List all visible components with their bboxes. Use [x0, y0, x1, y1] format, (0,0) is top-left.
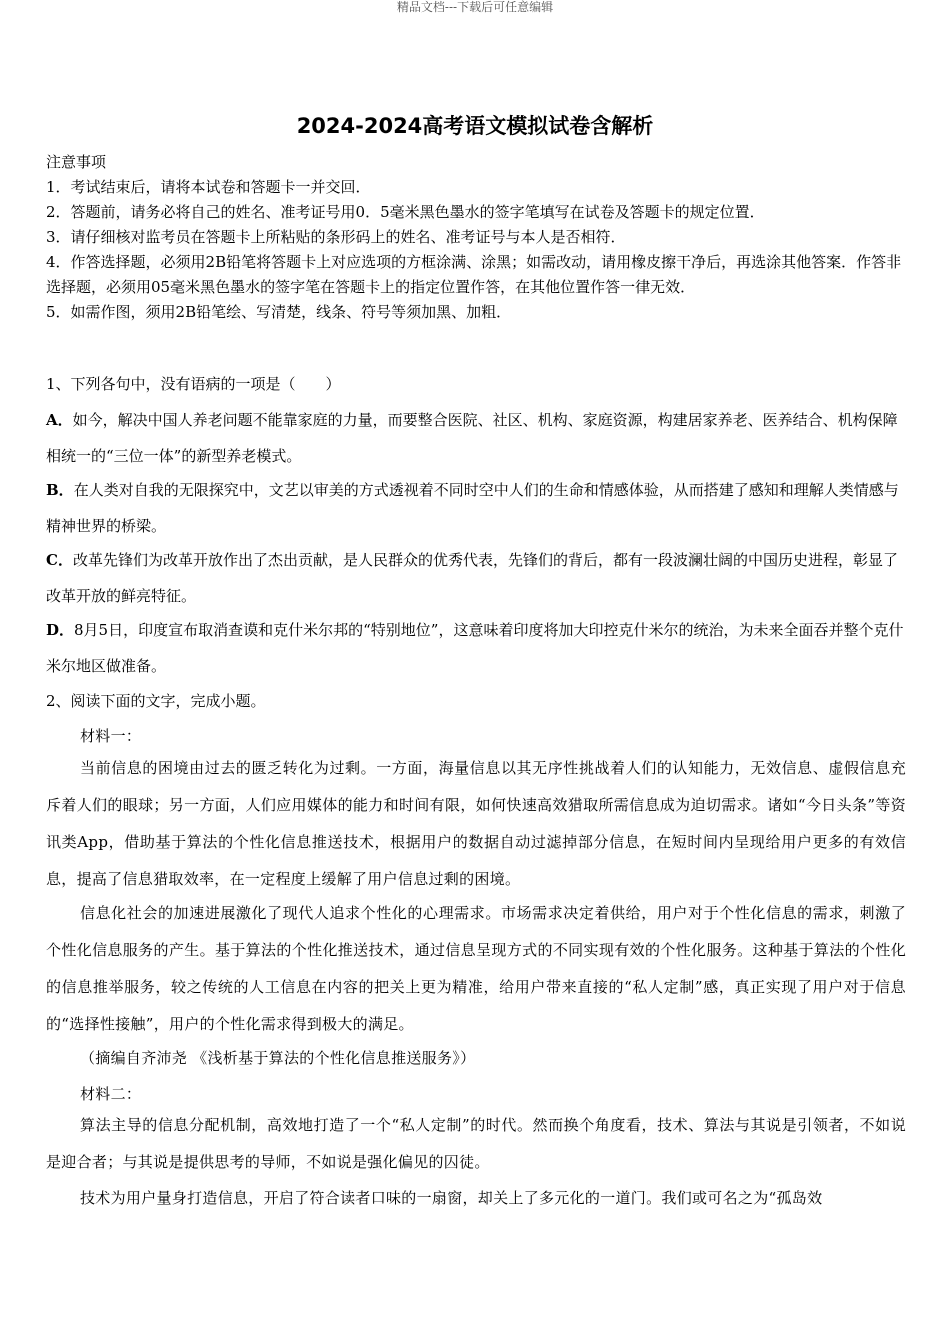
option-text: 如今，解决中国人养老问题不能靠家庭的力量，而要整合医院、社区、机构、家庭资源，构建居家养老、医养结合、机构保障相统一的“三位一体”的新型养老模式。 [46, 411, 898, 465]
question-1-stem: 1、下列各句中，没有语病的一项是（ ） [46, 375, 341, 393]
notice-item: 1．考试结束后，请将本试卷和答题卡一并交回． [46, 178, 371, 196]
material-1-label: 材料一： [80, 727, 142, 745]
option-letter: D． [46, 621, 75, 639]
option-letter: B． [46, 481, 74, 499]
material-1-paragraph: 当前信息的困境由过去的匮乏转化为过剩。一方面，海量信息以其无序性挑战着人们的认知能力，无效信息、虚假信息充斥着人们的眼球；另一方面，人们应用媒体的能力和时间有限，如何快速高效猎取所需信息成为迫切需求。诸如“今日头条”等资讯类App，借助基于算法的个性化信息推送技术，根据用户的数据自动过滤掉部分信息，在短时间内呈现给用户更多的有效信息，提高了信息猎取效率，在一定程度上缓解了用户信息过剩的困境。 [46, 759, 906, 888]
option-letter: C． [46, 551, 73, 569]
page-title: 2024-2024高考语文模拟试卷含解析 [296, 114, 654, 138]
notice-item: 3．请仔细核对监考员在答题卡上所粘贴的条形码上的姓名、准考证号与本人是否相符． [46, 228, 626, 246]
question-1-option-c [46, 542, 906, 614]
question-2-stem: 2、阅读下面的文字，完成小题。 [46, 692, 266, 710]
option-text: 8月5日，印度宣布取消查谟和克什米尔邦的“特别地位”，这意味着印度将加大印控克什米尔的统治，为未来全面吞并整个克什米尔地区做准备。 [46, 621, 904, 675]
question-1-option-d [46, 612, 906, 684]
option-text: 在人类对自我的无限探究中，文艺以审美的方式透视着不同时空中人们的生命和情感体验，从而搭建了感知和理解人类情感与精神世界的桥梁。 [46, 481, 899, 535]
option-text: 改革先锋们为改革开放作出了杰出贡献，是人民群众的优秀代表，先锋们的背后，都有一段波澜壮阔的中国历史进程，彰显了改革开放的鲜亮特征。 [46, 551, 898, 605]
material-1-source: （摘编自齐沛尧 《浅析基于算法的个性化信息推送服务》） [80, 1049, 476, 1067]
material-2-label: 材料二： [80, 1085, 142, 1103]
option-letter: A． [46, 411, 73, 429]
notice-item: 5．如需作图，须用2B铅笔绘、写清楚，线条、符号等须加黑、加粗． [46, 303, 512, 321]
notice-item: 2．答题前，请务必将自己的姓名、准考证号用0．5毫米黑色墨水的签字笔填写在试卷及答题卡的规定位置． [46, 203, 765, 221]
question-1-option-a [46, 402, 906, 474]
page-header-note: 精品文档---下载后可任意编辑 [396, 0, 554, 14]
notice-item: 4．作答选择题，必须用2B铅笔将答题卡上对应选项的方框涂满、涂黑；如需改动，请用橡皮擦干净后，再选涂其他答案．作答非选择题，必须用05毫米黑色墨水的签字笔在答题卡上的指定位置作答，在其他位置作答一律无效． [46, 253, 902, 296]
notice-section [46, 150, 906, 325]
notice-heading: 注意事项 [46, 153, 107, 171]
question-1-option-b [46, 472, 906, 544]
material-2-paragraph: 技术为用户量身打造信息，开启了符合读者口味的一扇窗，却关上了多元化的一道门。我们或可名之为“孤岛效 [80, 1189, 823, 1207]
material-1-paragraph: 信息化社会的加速进展激化了现代人追求个性化的心理需求。市场需求决定着供给，用户对于个性化信息的需求，刺激了个性化信息服务的产生。基于算法的个性化推送技术，通过信息呈现方式的不同实现有效的个性化服务。这种基于算法的个性化的信息推举服务，较之传统的人工信息在内容的把关上更为精准，给用户带来直接的“私人定制”感，真正实现了用户对于信息的“选择性接触”，用户的个性化需求得到极大的满足。 [46, 904, 906, 1033]
material-2-paragraph: 算法主导的信息分配机制，高效地打造了一个“私人定制”的时代。然而换个角度看，技术、算法与其说是引领者，不如说是迎合者；与其说是提供思考的导师，不如说是强化偏见的囚徒。 [46, 1116, 906, 1171]
